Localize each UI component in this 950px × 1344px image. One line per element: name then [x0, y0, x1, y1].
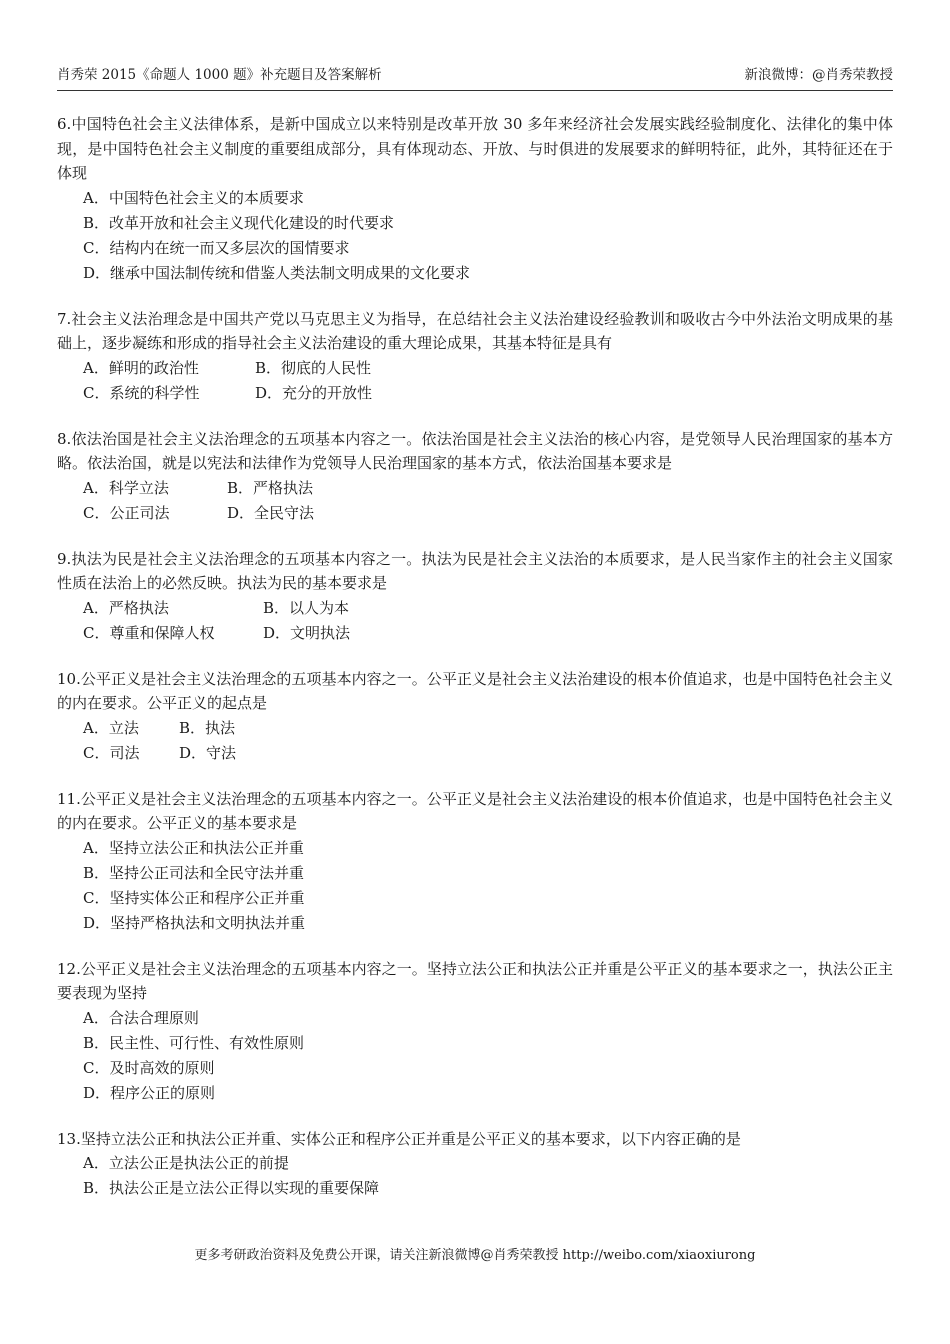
option-a: A．坚持立法公正和执法公正并重	[83, 838, 304, 857]
option-row	[57, 621, 893, 646]
option-a: A．中国特色社会主义的本质要求	[83, 188, 304, 207]
option-a: A．严格执法	[83, 598, 169, 617]
option-row	[57, 381, 893, 406]
question-8	[57, 427, 893, 526]
page-header	[57, 66, 893, 91]
option-b: B．民主性、可行性、有效性原则	[83, 1033, 305, 1052]
option-c: C．坚持实体公正和程序公正并重	[83, 888, 305, 907]
option-a: A．科学立法	[83, 478, 169, 497]
option-d: D．坚持严格执法和文明执法并重	[83, 913, 306, 932]
option-c: C．公正司法	[83, 503, 170, 522]
option-a: A．立法公正是执法公正的前提	[83, 1154, 289, 1172]
question-stem: 7.社会主义法治理念是中国共产党以马克思主义为指导，在总结社会主义法治建设经验教训和吸收古今中外法治文明成果的基础上，逐步凝练和形成的指导社会主义法治建设的重大理论成果，其基本特征是具有	[57, 309, 893, 352]
option-c: C．尊重和保障人权	[83, 623, 215, 642]
question-stem: 10.公平正义是社会主义法治理念的五项基本内容之一。公平正义是社会主义法治建设的根本价值追求，也是中国特色社会主义的内在要求。公平正义的起点是	[57, 669, 893, 712]
header-title: 肖秀荣 2015《命题人 1000 题》补充题目及答案解析	[57, 67, 382, 83]
option-a: A．立法	[83, 718, 139, 737]
option-b: B．彻底的人民性	[255, 358, 372, 377]
option-c: C．系统的科学性	[83, 383, 200, 402]
option-b: B．执法	[179, 718, 236, 737]
option-row	[57, 716, 893, 741]
question-11	[57, 787, 893, 936]
question-stem: 6.中国特色社会主义法律体系，是新中国成立以来特别是改革开放 30 多年来经济社会发展实践经验制度化、法律化的集中体现，是中国特色社会主义制度的重要组成部分，具有体现动态、开放、与时俱进的发展要求的鲜明特征，此外，其特征还在于体现	[57, 115, 893, 182]
option-c: C．及时高效的原则	[83, 1058, 215, 1077]
question-stem: 12.公平正义是社会主义法治理念的五项基本内容之一。坚持立法公正和执法公正并重是公平正义的基本要求之一，执法公正主要表现为坚持	[57, 959, 893, 1002]
question-10	[57, 667, 893, 766]
option-d: D．程序公正的原则	[83, 1083, 216, 1102]
option-row	[57, 501, 893, 526]
option-row	[57, 476, 893, 501]
option-d: D．充分的开放性	[255, 383, 373, 402]
option-d: D．全民守法	[227, 503, 315, 522]
header-weibo: 新浪微博：@肖秀荣教授	[744, 67, 893, 83]
option-d: D．守法	[179, 743, 237, 762]
question-7	[57, 307, 893, 406]
question-stem: 9.执法为民是社会主义法治理念的五项基本内容之一。执法为民是社会主义法治的本质要求，是人民当家作主的社会主义国家性质在法治上的必然反映。执法为民的基本要求是	[57, 549, 893, 592]
option-b: B．以人为本	[263, 598, 350, 617]
question-stem: 8.依法治国是社会主义法治理念的五项基本内容之一。依法治国是社会主义法治的核心内容，是党领导人民治理国家的基本方略。依法治国，就是以宪法和法律作为党领导人民治理国家的基本方式，依法治国基本要求是	[57, 429, 893, 472]
option-c: C．司法	[83, 743, 140, 762]
question-12	[57, 957, 893, 1106]
option-a: A．鲜明的政治性	[83, 358, 199, 377]
option-b: B．坚持公正司法和全民守法并重	[83, 863, 305, 882]
page-footer: 更多考研政治资料及免费公开课，请关注新浪微博@肖秀荣教授 http://weibo.com/xiaoxiurong	[194, 1248, 756, 1263]
question-list	[57, 112, 893, 1222]
option-a: A．合法合理原则	[83, 1008, 199, 1027]
option-row	[57, 356, 893, 381]
question-9	[57, 547, 893, 646]
question-6	[57, 112, 893, 286]
question-13	[57, 1127, 893, 1202]
option-b: B．改革开放和社会主义现代化建设的时代要求	[83, 213, 395, 232]
option-row	[57, 596, 893, 621]
question-stem: 11.公平正义是社会主义法治理念的五项基本内容之一。公平正义是社会主义法治建设的根本价值追求，也是中国特色社会主义的内在要求。公平正义的基本要求是	[57, 789, 893, 832]
option-d: D．继承中国法制传统和借鉴人类法制文明成果的文化要求	[83, 263, 471, 282]
option-b: B．执法公正是立法公正得以实现的重要保障	[83, 1179, 380, 1197]
option-c: C．结构内在统一而又多层次的国情要求	[83, 238, 350, 257]
option-b: B．严格执法	[227, 478, 314, 497]
option-d: D．文明执法	[263, 623, 351, 642]
option-row	[57, 741, 893, 766]
question-stem: 13.坚持立法公正和执法公正并重、实体公正和程序公正并重是公平正义的基本要求，以下内容正确的是	[57, 1129, 741, 1148]
